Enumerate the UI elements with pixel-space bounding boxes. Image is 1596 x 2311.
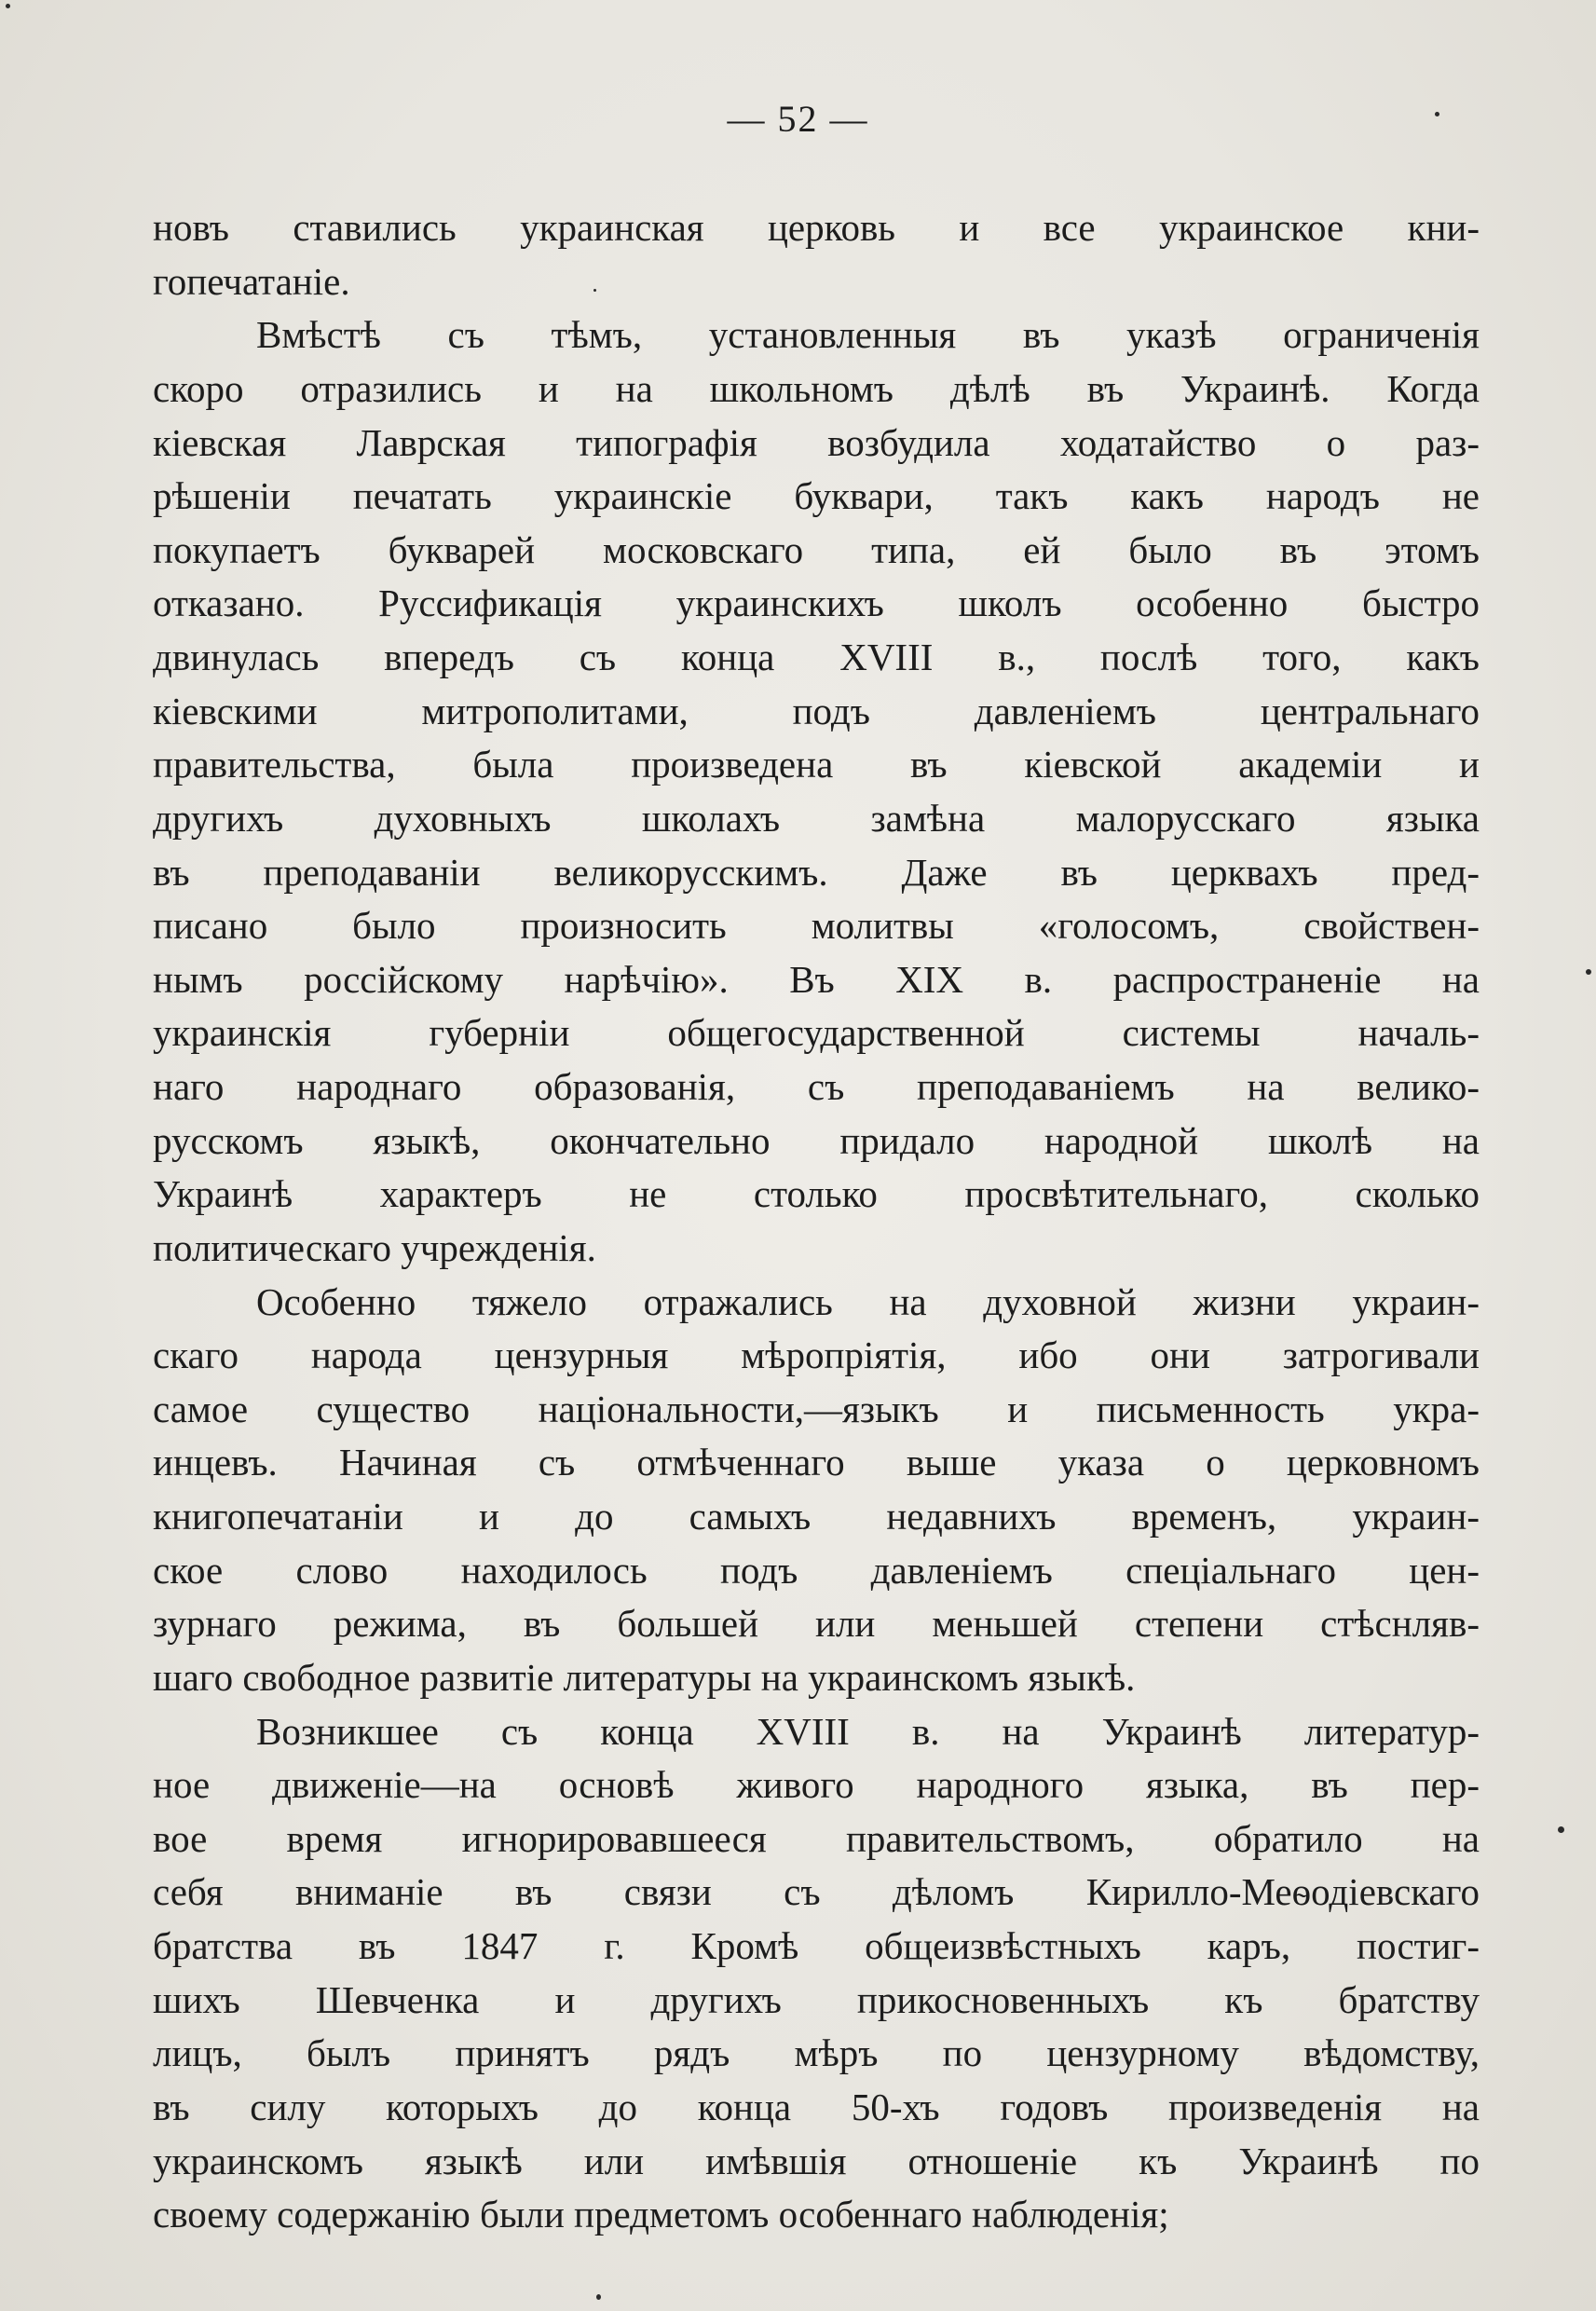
text-line: скаго народа цензурныя мѣропріятія, ибо они затрогивали: [153, 1333, 1480, 1377]
text-line: гопечатаніе.: [153, 259, 350, 303]
text-line: покупаетъ букварей московскаго типа, ей было въ этомъ: [153, 527, 1480, 571]
text-line: правительства, была произведена въ кіевской академіи и: [153, 743, 1480, 786]
text-line: кіевскими митрополитами, подъ давленіемъ центральнаго: [153, 689, 1480, 732]
text-line: другихъ духовныхъ школахъ замѣна малорусскаго языка: [153, 796, 1480, 840]
text-line: шаго свободное развитіе литературы на украинскомъ языкѣ.: [153, 1655, 1136, 1699]
text-line: отказано. Руссификація украинскихъ школъ особенно быстро: [153, 581, 1480, 625]
text-line: братства въ 1847 г. Кромѣ общеизвѣстныхъ каръ, постиг-: [153, 1924, 1480, 1967]
text-line: ное движеніе—на основѣ живого народного языка, въ пер-: [153, 1763, 1480, 1807]
text-line: скоро отразились и на школьномъ дѣлѣ въ Украинѣ. Когда: [153, 366, 1480, 410]
text-line: въ преподаваніи великорусскимъ. Даже въ церквахъ пред-: [153, 850, 1480, 894]
paragraph: [153, 1705, 1480, 2242]
text-line: Вмѣстѣ съ тѣмъ, установленныя въ указѣ ограниченія: [256, 313, 1480, 357]
text-line: Возникшее съ конца XVIII в. на Украинѣ литератур-: [256, 1709, 1480, 1753]
text-line: зурнаго режима, въ большей или меньшей степени стѣснляв-: [153, 1602, 1480, 1646]
text-line: украинскія губерніи общегосударственной системы началь-: [153, 1011, 1480, 1055]
text-line: книгопечатаніи и до самыхъ недавнихъ временъ, украин-: [153, 1495, 1480, 1538]
text-line: ское слово находилось подъ давленіемъ спеціальнаго цен-: [153, 1548, 1480, 1592]
text-line: самое существо національности,—языкъ и письменность укра-: [153, 1387, 1480, 1430]
paragraph: [153, 201, 1480, 308]
text-line: наго народнаго образованія, съ преподаваніемъ на велико-: [153, 1065, 1480, 1108]
print-speck: [593, 289, 596, 292]
text-line: лицъ, былъ принятъ рядъ мѣръ по цензурному вѣдомству,: [153, 2031, 1480, 2075]
text-line: рѣшеніи печатать украинскіе буквари, такъ какъ народъ не: [153, 474, 1480, 518]
text-line: кіевская Лаврская типографія возбудила ходатайство о раз-: [153, 420, 1480, 464]
text-line: инцевъ. Начиная съ отмѣченнаго выше указа о церковномъ: [153, 1441, 1480, 1484]
text-line: политическаго учрежденія.: [153, 1225, 596, 1269]
text-line: Особенно тяжело отражались на духовной жизни украин-: [256, 1279, 1480, 1323]
text-line: Украинѣ характеръ не столько просвѣтительнаго, сколько: [153, 1172, 1480, 1216]
print-speck: [1558, 1826, 1564, 1833]
text-line: вое время игнорировавшееся правительствомъ, обратило на: [153, 1816, 1480, 1860]
text-line: въ силу которыхъ до конца 50-хъ годовъ произведенія на: [153, 2085, 1480, 2128]
text-line: двинулась впередъ съ конца XVIII в., послѣ того, какъ: [153, 636, 1480, 678]
text-line: писано было произносить молитвы «голосомъ, свойствен-: [153, 904, 1480, 948]
paragraph: [153, 1276, 1480, 1705]
text-line: русскомъ языкѣ, окончательно придало народной школѣ на: [153, 1118, 1480, 1162]
text-line: шихъ Шевченка и другихъ прикосновенныхъ къ братству: [153, 1977, 1480, 2021]
paragraph: [153, 308, 1480, 1275]
text-line: своему содержанію были предметомъ особеннаго наблюденія;: [153, 2193, 1169, 2236]
text-line: себя вниманіе въ связи съ дѣломъ Кирилло-Меѳодіевскаго: [153, 1870, 1480, 1914]
print-speck: [1435, 112, 1439, 116]
page-number: — 52 —: [727, 98, 869, 140]
print-speck: [596, 2294, 601, 2300]
print-speck: [6, 4, 10, 8]
print-speck: [1586, 969, 1591, 975]
body-text: [153, 201, 1480, 2242]
text-line: новъ ставились украинская церковь и все украинское кни-: [153, 206, 1480, 249]
text-line: нымъ россійскому нарѣчію». Въ XIX в. распространеніе на: [153, 957, 1480, 1001]
text-line: украинскомъ языкѣ или имѣвшія отношеніе къ Украинѣ по: [153, 2139, 1480, 2182]
